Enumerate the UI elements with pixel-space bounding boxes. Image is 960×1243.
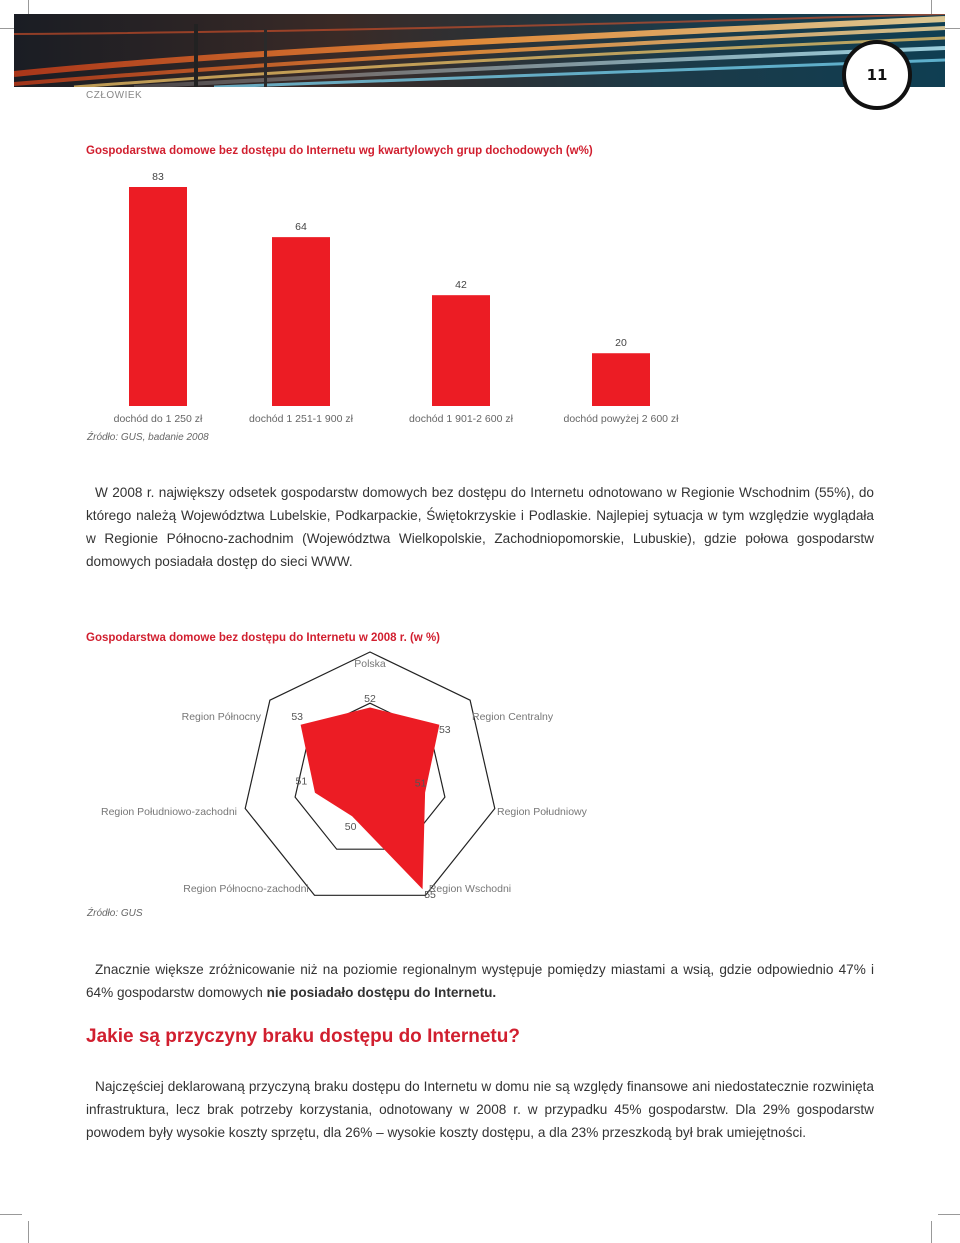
crop-mark — [0, 1214, 22, 1215]
radar-chart-title: Gospodarstwa domowe bez dostępu do Internetu w 2008 r. (w %) — [86, 632, 440, 644]
radar-value-label: 52 — [364, 693, 376, 705]
bar-category-label: dochód 1 251-1 900 zł — [249, 413, 353, 425]
paragraph-urban-rural-bold: nie posiadało dostępu do Internetu. — [266, 985, 497, 1000]
bar-value-label: 20 — [615, 337, 627, 350]
radar-category-label: Region Wschodni — [428, 883, 512, 895]
radar-value-label: 51 — [295, 775, 308, 788]
radar-value-label: 53 — [291, 711, 304, 724]
radar-value-label: 53 — [438, 724, 451, 737]
radar-category-label: Region Północno-zachodni — [183, 883, 309, 895]
page-number: 11 — [866, 66, 888, 84]
radar-category-label: Region Północny — [181, 711, 261, 723]
bar-value-label: 64 — [295, 221, 307, 234]
bar-category-label: dochód powyżej 2 600 zł — [563, 413, 679, 425]
paragraph-regions-text: W 2008 r. największy odsetek gospodarstw domowych bez dostępu do Internetu odnotowano w Regionie Wschodnim (55%), do którego należą Województwa Lubelskie, Podkarpackie, Świętokrzyskie i Podlaskie. Najlepiej sytuacja w tym względzie wyglądała w Regionie Północno-zachodnim (Województwa Wielkopolskie, Zachodniopomorskie, Lubuskie), gdzie połowa gospodarstw domowych posiadała dostęp do sieci WWW. — [86, 485, 874, 569]
radar-chart-source: Źródło: GUS — [87, 908, 143, 919]
paragraph-regions — [86, 481, 874, 573]
radar-data-area — [301, 708, 439, 888]
bar — [432, 295, 490, 406]
bar-value-label: 83 — [152, 171, 164, 183]
radar-category-label: Region Południowo-zachodni — [100, 806, 237, 818]
radar-category-label: Polska — [354, 658, 386, 670]
radar-chart — [0, 650, 960, 900]
bar-value-label: 42 — [455, 279, 467, 292]
section-heading: Jakie są przyczyny braku dostępu do Internetu? — [86, 1026, 520, 1047]
radar-category-label: Region Centralny — [472, 711, 554, 723]
paragraph-urban-rural — [86, 958, 874, 1004]
paragraph-reasons-text: Najczęściej deklarowaną przyczyną braku dostępu do Internetu w domu nie są względy finansowe ani niedostatecznie rozwinięta infrastruktura, lecz brak potrzeby korzystania, odnotowany w 2008 r. w przypadku 45% gospodarstw. Dla 29% gospodarstw powodem były wysokie koszty sprzętu, dla 26% – wysokie koszty dostępu, a dla 23% przeszkodą był brak umiejętności. — [86, 1079, 874, 1140]
radar-value-label: 51 — [414, 777, 427, 790]
crop-mark — [931, 1221, 932, 1243]
bar-chart-source: Źródło: GUS, badanie 2008 — [87, 432, 209, 443]
bar — [129, 187, 187, 406]
page-number-badge — [842, 40, 912, 110]
bar-category-label: dochód 1 901-2 600 zł — [409, 413, 513, 425]
bar-chart-title: Gospodarstwa domowe bez dostępu do Internetu wg kwartylowych grup dochodowych (w%) — [86, 145, 593, 157]
bar — [272, 237, 330, 406]
header-banner-image — [14, 14, 945, 87]
crop-mark — [938, 1214, 960, 1215]
section-label: CZŁOWIEK — [86, 90, 143, 101]
paragraph-urban-rural-text: Znacznie większe zróżnicowanie niż na poziomie regionalnym występuje pomiędzy miastami a wsią, gdzie odpowiednio 47% i 64% gospodarstw domowych — [86, 962, 874, 1000]
radar-value-label: 55 — [424, 889, 436, 900]
bar — [592, 353, 650, 406]
radar-category-label: Region Południowy — [497, 806, 587, 818]
paragraph-reasons — [86, 1075, 874, 1144]
radar-value-label: 50 — [344, 821, 357, 834]
bar-chart — [0, 160, 960, 430]
crop-mark — [28, 1221, 29, 1243]
bar-category-label: dochód do 1 250 zł — [113, 413, 203, 425]
